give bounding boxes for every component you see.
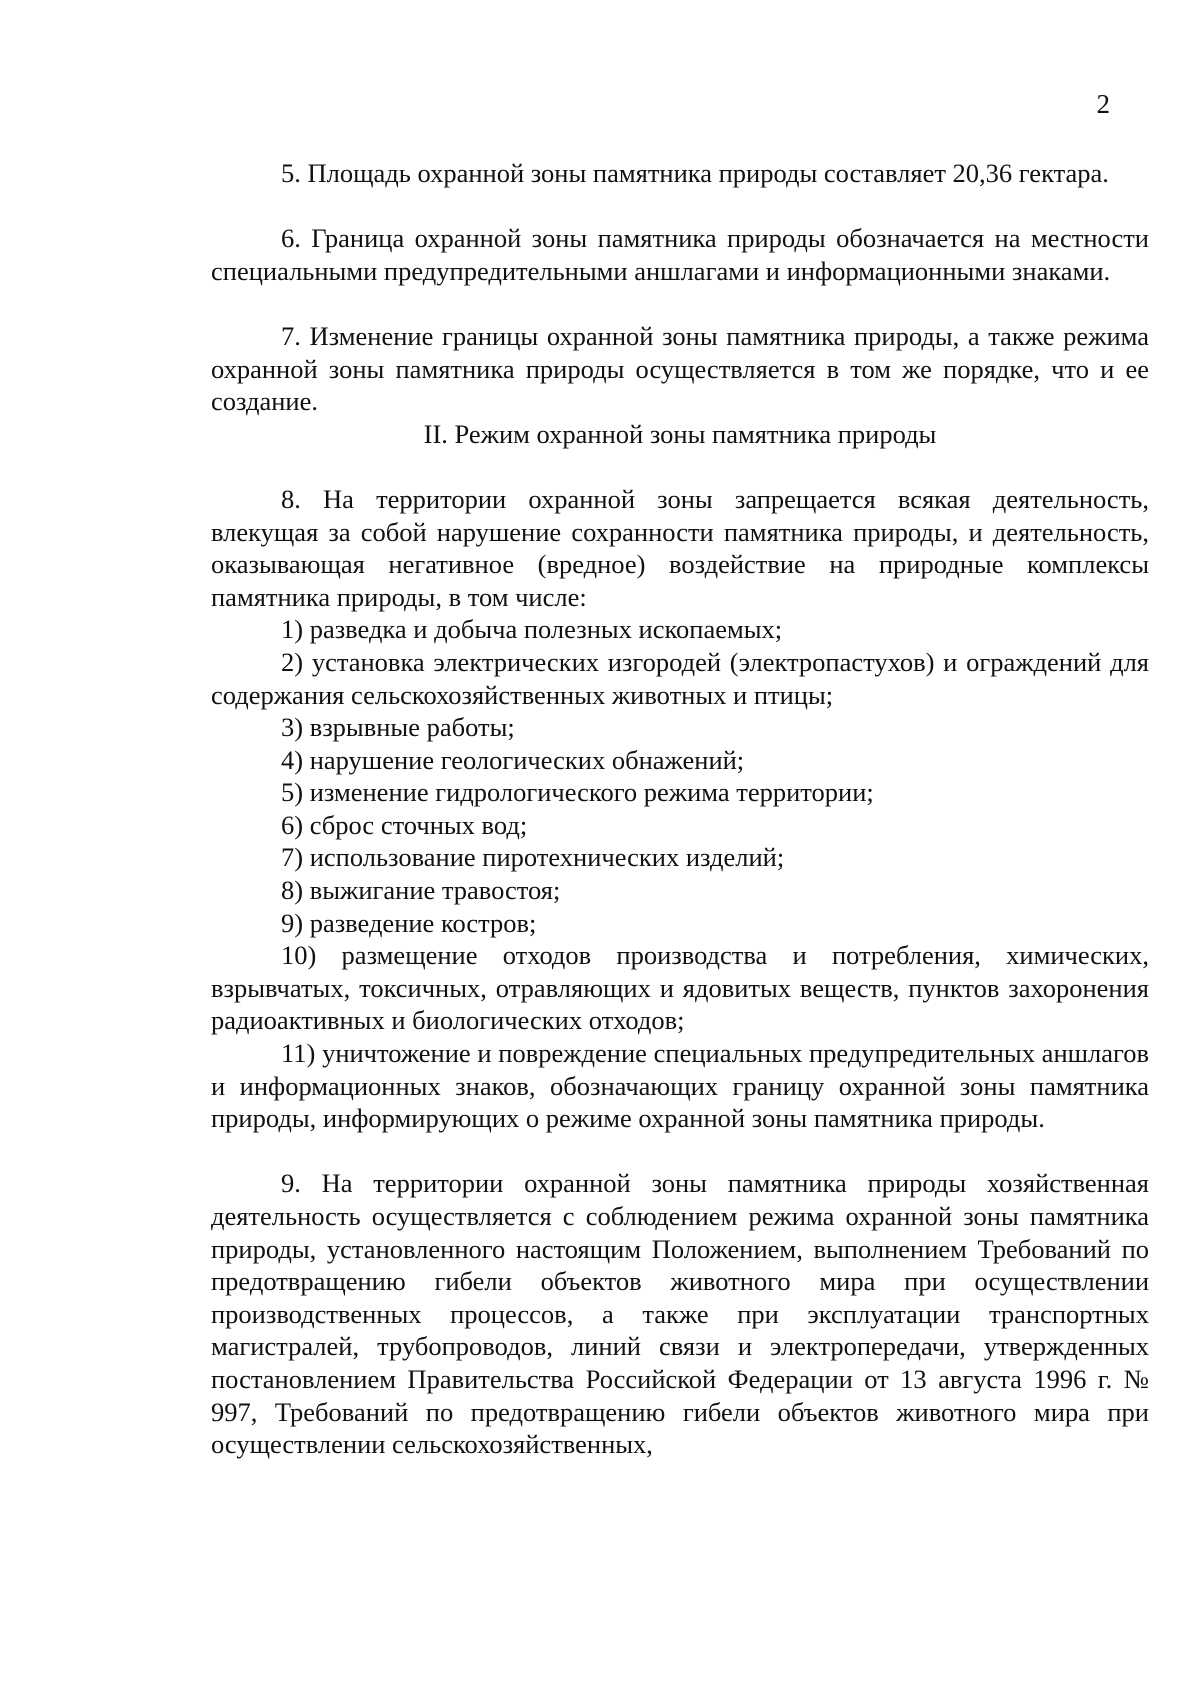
list-item: 5) изменение гидрологического режима территории; [281, 777, 874, 808]
paragraph-9-economic-activity: 9. На территории охранной зоны памятника природы хозяйственная деятельность осуществляется с соблюдением режима охранной зоны памятника природы, установленного настоящим Положением, выполнением Требований по предотвращению гибели объектов животного мира при осуществлении производственных процессов, а также при эксплуатации транспортных магистралей, трубопроводов, линий связи и электропередачи, утвержденных постановлением Правительства Российской Федерации от 13 августа 1996 г. № 997, Требований по предотвращению гибели объектов животного мира при осуществлении сельскохозяйственных, [211, 1168, 1149, 1460]
list-item: 8) выжигание травостоя; [281, 875, 561, 906]
list-item: 9) разведение костров; [281, 907, 537, 938]
list-item: 10) размещение отходов производства и потребления, химических, взрывчатых, токсичных, отравляющих и ядовитых веществ, пунктов захоронения радиоактивных и биологических отходов; [211, 940, 1149, 1036]
paragraph-5-area: 5. Площадь охранной зоны памятника природы составляет 20,36 гектара. [281, 158, 1109, 188]
list-item: 6) сброс сточных вод; [281, 809, 528, 840]
paragraph-7-boundary-change: 7. Изменение границы охранной зоны памятника природы, а также режима охранной зоны памятника природы осуществляется в том же порядке, что и ее создание. [211, 320, 1149, 417]
document-body [211, 157, 1149, 1461]
list-item: 7) использование пиротехнических изделий; [281, 842, 785, 873]
list-item: 3) взрывные работы; [281, 712, 515, 743]
paragraph-6-boundary-marking: 6. Граница охранной зоны памятника природы обозначается на местности специальными предупредительными аншлагами и информационными знаками. [211, 223, 1149, 286]
list-item: 11) уничтожение и повреждение специальных предупредительных аншлагов и информационных знаков, обозначающих границу охранной зоны памятника природы, информирующих о режиме охранной зоны памятника природы. [211, 1038, 1149, 1134]
list-item: 4) нарушение геологических обнажений; [281, 744, 745, 775]
page-number: 2 [1096, 89, 1110, 119]
list-item: 2) установка электрических изгородей (электропастухов) и ограждений для содержания сельскохозяйственных животных и птицы; [211, 646, 1149, 710]
list-item: 1) разведка и добыча полезных ископаемых; [281, 614, 783, 645]
paragraph-8-prohibitions: 8. На территории охранной зоны запрещается всякая деятельность, влекущая за собой нарушение сохранности памятника природы, и деятельность, оказывающая негативное (вредное) воздействие на природные комплексы памятника природы, в том числе: [211, 483, 1149, 612]
section-heading: II. Режим охранной зоны памятника природы [423, 418, 937, 449]
